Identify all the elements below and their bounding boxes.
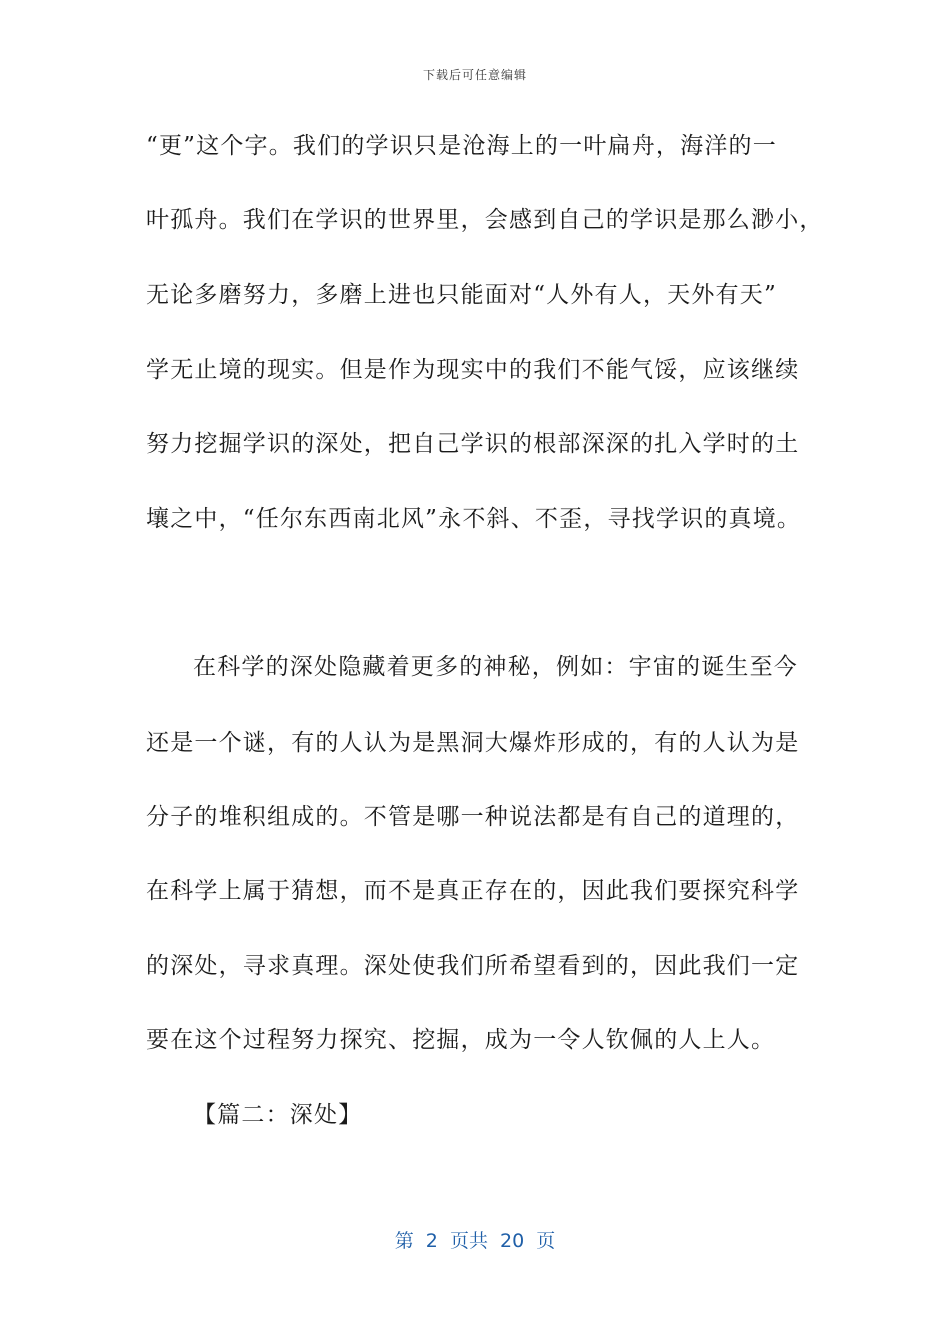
paragraph-2-line-5: 的深处，寻求真理。深处使我们所希望看到的，因此我们一定 bbox=[146, 953, 800, 979]
section-title: 【篇二：深处】 bbox=[193, 1102, 363, 1128]
running-header: 下载后可任意编辑 bbox=[422, 68, 527, 82]
paragraph-2-line-1: 在科学的深处隐藏着更多的神秘，例如：宇宙的诞生至今 bbox=[193, 654, 798, 680]
paragraph-1-line-1: “更”这个字。我们的学识只是沧海上的一叶扁舟，海洋的一 bbox=[146, 133, 777, 159]
paragraph-1-line-2: 叶孤舟。我们在学识的世界里，会感到自己的学识是那么渺小， bbox=[146, 207, 824, 233]
paragraph-1-line-5: 努力挖掘学识的深处，把自己学识的根部深深的扎入学时的土 bbox=[146, 431, 800, 457]
paragraph-1-line-3: 无论多磨努力，多磨上进也只能面对“人外有人，天外有天” bbox=[146, 282, 777, 308]
paragraph-2-line-3: 分子的堆积组成的。不管是哪一种说法都是有自己的道理的， bbox=[146, 804, 800, 830]
paragraph-2-line-6: 要在这个过程努力探究、挖掘，成为一令人钦佩的人上人。 bbox=[146, 1027, 776, 1053]
paragraph-2-line-2: 还是一个谜，有的人认为是黑洞大爆炸形成的，有的人认为是 bbox=[146, 730, 800, 756]
paragraph-1-line-4: 学无止境的现实。但是作为现实中的我们不能气馁，应该继续 bbox=[146, 357, 800, 383]
paragraph-2-line-4: 在科学上属于猜想，而不是真正存在的，因此我们要探究科学 bbox=[146, 878, 800, 904]
paragraph-1-line-6: 壤之中，“任尔东西南北风”永不斜、不歪，寻找学识的真境。 bbox=[146, 506, 802, 532]
page-number-footer: 第 2 页共 20 页 bbox=[394, 1230, 556, 1252]
